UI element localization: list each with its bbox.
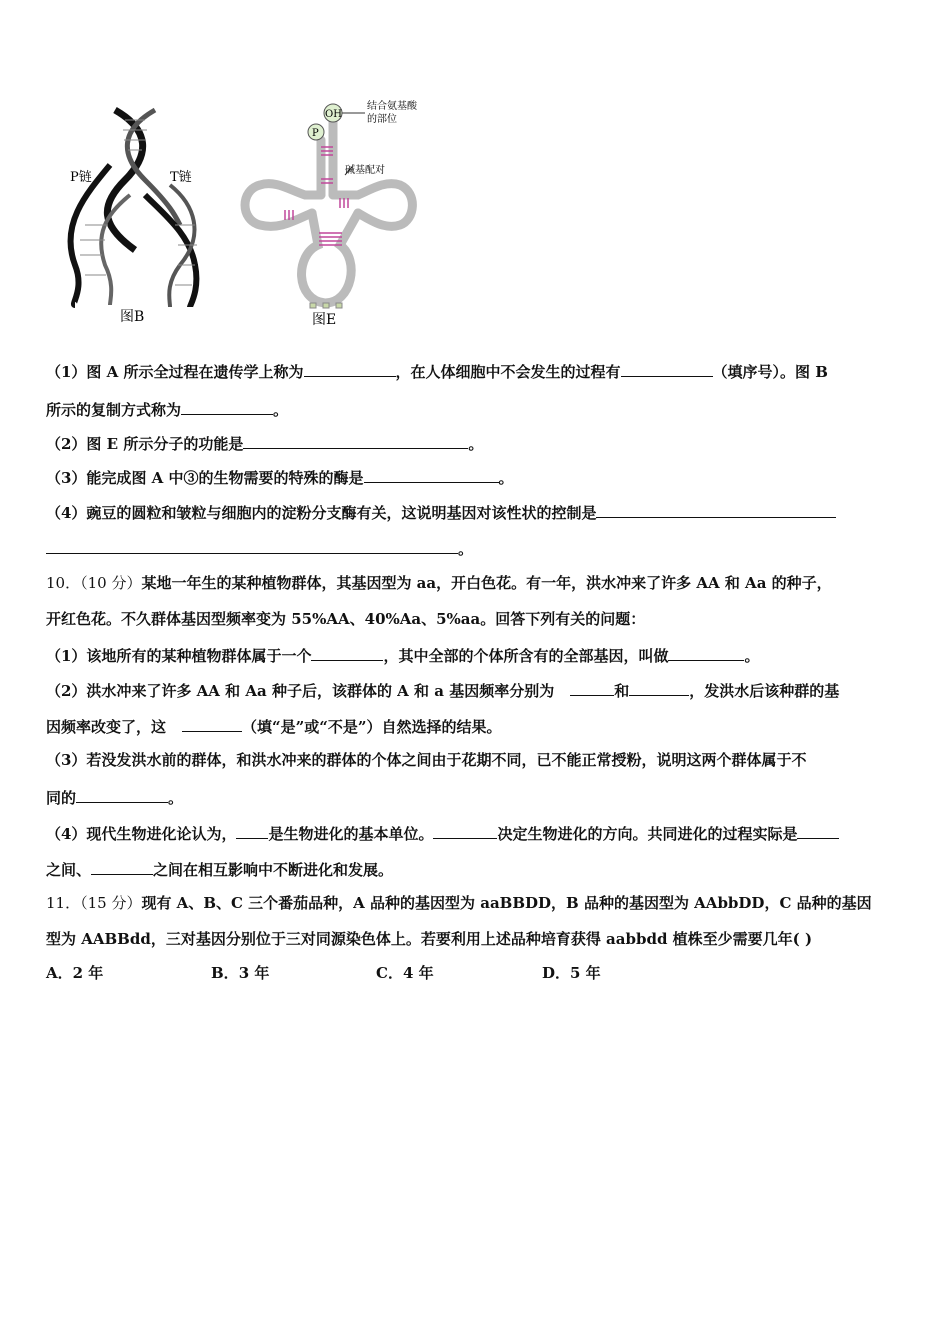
q10-p2-text-a: （2）洪水冲来了许多 AA 和 Aa 种子后，该群体的 A 和 a 基因频率分别为 (46, 682, 555, 700)
answer-blank[interactable] (570, 679, 614, 696)
q10-part2-line1 (46, 679, 839, 701)
figure-e-caption: 图E (312, 312, 337, 328)
q10-p2-text-b: 和 (614, 682, 630, 700)
q9-p1-text-a: （1）图 A 所示全过程在遗传学上称为 (46, 363, 304, 381)
q10-stem-2: 开红色花。不久群体基因型频率变为 55%AA、40%Aa、5%aa。回答下列有关的问题： (46, 610, 646, 628)
q9-p2-text-a: （2）图 E 所示分子的功能是 (46, 435, 244, 453)
q10-p1-text-c: 。 (744, 647, 760, 665)
answer-blank[interactable] (181, 398, 273, 415)
answer-blank[interactable] (236, 822, 268, 839)
figure-e-p-label: P (312, 128, 319, 139)
answer-blank[interactable] (46, 537, 458, 554)
q11-option-b[interactable] (211, 962, 269, 983)
option-letter: C． (376, 964, 403, 982)
q10-p4-text-e: 之间在相互影响中不断进化和发展。 (153, 861, 394, 879)
figure-b-p-chain-label: P链 (70, 170, 92, 185)
q11-option-a[interactable] (46, 962, 103, 983)
q10-p4-text-c: 决定生物进化的方向。共同进化的过程实际是 (497, 825, 798, 843)
answer-blank[interactable] (304, 360, 396, 377)
q9-p3-text-a: （3）能完成图 A 中③的生物需要的特殊的酶是 (46, 469, 364, 487)
option-text: 5 年 (570, 964, 601, 982)
q10-part4-line2 (46, 858, 393, 880)
q10-part4-line1 (46, 822, 839, 844)
q11-stem-1: 现有 A、B、C 三个番茄品种，A 品种的基因型为 aaBBDD，B 品种的基因型为 AAbbDD，C 品种的基因 (141, 894, 872, 912)
q9-p1-text-e: 。 (273, 401, 289, 419)
answer-blank[interactable] (182, 715, 242, 732)
answer-blank[interactable] (311, 644, 383, 661)
answer-blank[interactable] (596, 501, 836, 518)
figure-e-amino-site-label-1: 结合氨基酸 (367, 101, 417, 112)
q10-stem-line2 (46, 609, 645, 629)
figure-e-base-pair-label: 碱基配对 (345, 165, 385, 176)
option-text: 4 年 (402, 964, 434, 982)
answer-blank[interactable] (91, 858, 153, 875)
q10-p1-text-b: ，其中全部的个体所含有的全部基因，叫做 (383, 647, 669, 665)
answer-blank[interactable] (243, 432, 468, 449)
option-letter: D． (542, 964, 571, 982)
q9-part4-line2 (46, 537, 473, 559)
figure-area (40, 95, 440, 335)
q9-p2-text-b: 。 (468, 435, 484, 453)
q10-part3-line1 (46, 750, 806, 770)
q9-p1-text-d: 所示的复制方式称为 (46, 401, 182, 419)
figure-e-oh-label: OH (325, 109, 342, 120)
q9-part3 (46, 466, 514, 488)
q9-p1-text-c: （填序号）。图 B (712, 363, 828, 381)
q11-stem-2: 型为 AABBdd，三对基因分别位于三对同源染色体上。若要利用上述品种培育获得 aabbdd 植株至少需要几年( ) (46, 930, 813, 948)
q9-part1-line2 (46, 398, 288, 420)
q11-number: 11．（15 分） (46, 894, 142, 912)
answer-blank[interactable] (433, 822, 497, 839)
q10-p2-text-e: （填“是”或“不是”）自然选择的结果。 (242, 718, 502, 736)
q10-part1 (46, 644, 759, 666)
q10-p2-text-c: ，发洪水后该种群的基 (689, 682, 840, 700)
answer-blank[interactable] (364, 466, 499, 483)
figure-b-dna-helix (70, 110, 197, 325)
figure-b-t-chain-label: T链 (170, 170, 192, 185)
option-text: 2 年 (72, 964, 104, 982)
q9-part4-line1 (46, 501, 836, 523)
q11-stem-line1 (46, 893, 872, 913)
q9-p4-text-b: 。 (458, 540, 474, 558)
option-text: 3 年 (238, 964, 270, 982)
option-letter: B． (211, 964, 239, 982)
q10-p4-text-a: （4）现代生物进化论认为， (46, 825, 237, 843)
figure-e-amino-site-label-2: 的部位 (367, 114, 397, 125)
q10-stem-line1 (46, 573, 832, 593)
answer-blank[interactable] (621, 360, 713, 377)
q9-part2 (46, 432, 483, 454)
answer-blank[interactable] (668, 644, 744, 661)
q10-stem-1: 某地一年生的某种植物群体，其基因型为 aa，开白色花。有一年，洪水冲来了许多 AA 和 Aa 的种子， (141, 574, 832, 592)
q11-option-d[interactable] (542, 962, 601, 983)
figure-b-caption: 图B (120, 309, 145, 325)
answer-blank[interactable] (797, 822, 839, 839)
q9-p3-text-b: 。 (498, 469, 514, 487)
q10-number: 10．（10 分） (46, 574, 142, 592)
q10-p4-text-b: 是生物进化的基本单位。 (268, 825, 434, 843)
q10-part2-line2 (46, 715, 502, 737)
q10-part3-line2 (46, 786, 183, 808)
q10-p3-text-a: （3）若没发洪水前的群体，和洪水冲来的群体的个体之间由于花期不同，已不能正常授粉，说明这两个群体属于不 (46, 751, 807, 769)
q11-stem-line2 (46, 929, 812, 949)
q10-p3-text-c: 。 (168, 789, 184, 807)
q10-p2-text-d: 因频率改变了，这 (46, 718, 167, 736)
answer-blank[interactable] (76, 786, 168, 803)
q9-p1-text-b: ，在人体细胞中不会发生的过程有 (395, 363, 621, 381)
q10-p4-text-d: 之间、 (46, 861, 92, 879)
q11-option-c[interactable] (376, 962, 434, 983)
figure-e-anticodon (310, 303, 342, 308)
answer-blank[interactable] (629, 679, 689, 696)
option-letter: A． (46, 964, 73, 982)
q9-part1-line1 (46, 360, 828, 382)
q9-p4-text-a: （4）豌豆的圆粒和皱粒与细胞内的淀粉分支酶有关，这说明基因对该性状的控制是 (46, 504, 597, 522)
q10-p3-text-b: 同的 (46, 789, 77, 807)
q10-p1-text-a: （1）该地所有的某种植物群体属于一个 (46, 647, 312, 665)
